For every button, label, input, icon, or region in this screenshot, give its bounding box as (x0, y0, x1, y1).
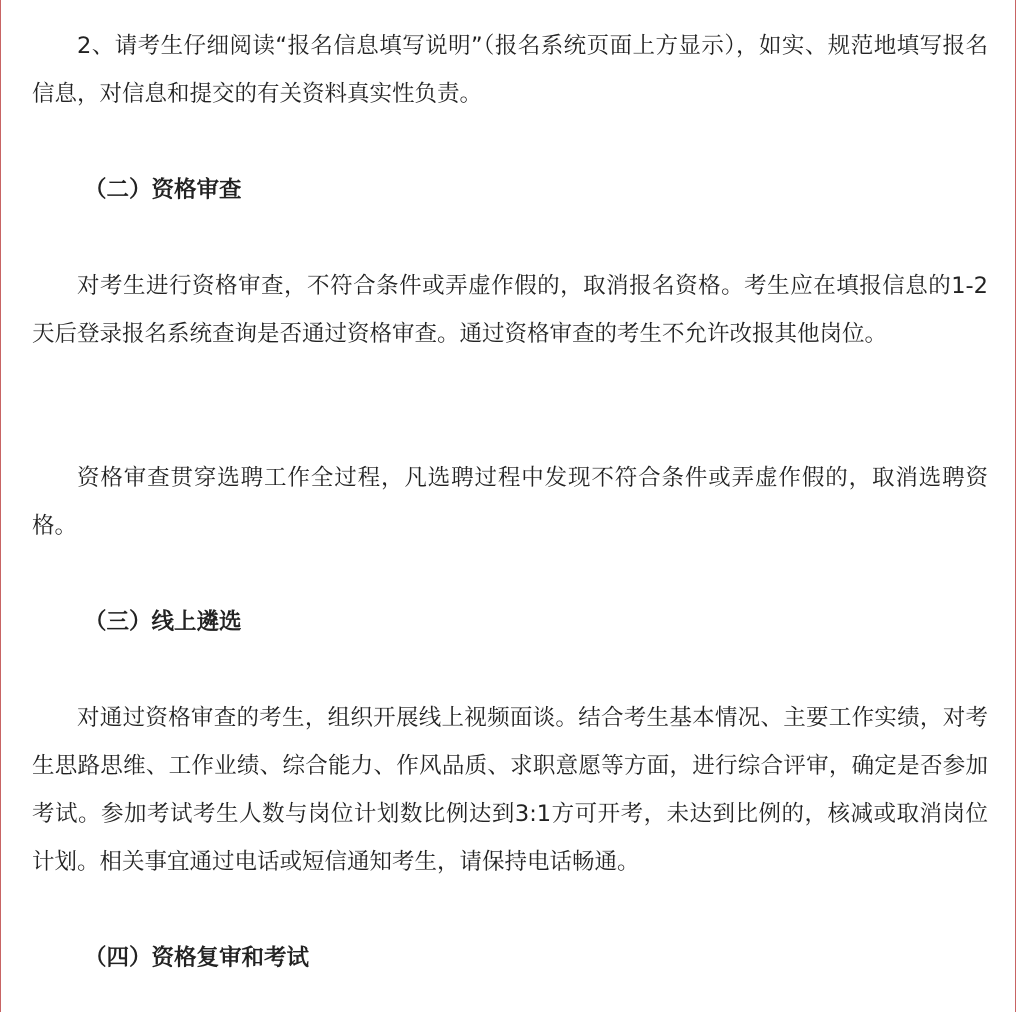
heading-recheck-and-exam: （四）资格复审和考试 (84, 945, 310, 971)
page-border-right (1015, 0, 1016, 1012)
paragraph-review-throughout: 资格审查贯穿选聘工作全过程，凡选聘过程中发现不符合条件或弄虚作假的，取消选聘资格。 (32, 465, 988, 539)
heading-online-selection: （三）线上遴选 (84, 609, 242, 635)
paragraph-online-selection: 对通过资格审查的考生，组织开展线上视频面谈。结合考生基本情况、主要工作实绩，对考生思路思维、工作业绩、综合能力、作风品质、求职意愿等方面，进行综合评审，确定是否参加考试。参加考试考生人数与岗位计划数比例达到3:1方可开考，未达到比例的，核减或取消岗位计划。相关事宜通过电话或短信通知考生，请保持电话畅通。 (32, 705, 988, 875)
heading-qualification-review: （二）资格审查 (84, 177, 242, 203)
paragraph-registration-notice: 2、请考生仔细阅读“报名信息填写说明”（报名系统页面上方显示），如实、规范地填写报名信息，对信息和提交的有关资料真实性负责。 (32, 33, 988, 107)
page-border-left (0, 0, 1, 1012)
paragraph-qualification-review: 对考生进行资格审查，不符合条件或弄虚作假的，取消报名资格。考生应在填报信息的1-2天后登录报名系统查询是否通过资格审查。通过资格审查的考生不允许改报其他岗位。 (32, 273, 988, 347)
